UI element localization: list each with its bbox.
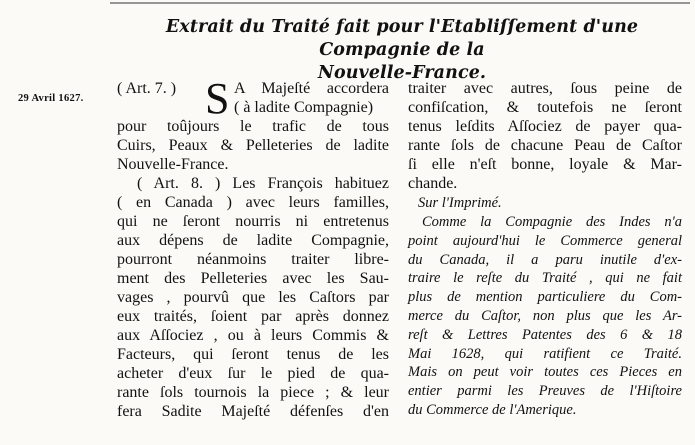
left-column <box>117 74 389 421</box>
left-line: ment des Pelleteries avec les Sau- <box>117 270 389 287</box>
article-8-line: ( Art. 8. ) Les François habituez <box>137 175 389 192</box>
left-line: aux Aſſociez , ou à leurs Commis & <box>117 327 389 344</box>
note-line: Mais on peut voir toutes ces Pieces en <box>408 364 682 381</box>
left-line: ( en Canada ) avec leurs familles, <box>117 194 389 211</box>
left-line: Cuirs, Peaux & Pelleteries de ladite <box>117 137 389 154</box>
note-line: du Canada, il a paru inutile d'ex- <box>408 251 682 268</box>
left-line: vages , pourvû que les Caſtors par <box>117 289 389 306</box>
note-line: point aujourd'hui le Commerce general <box>408 232 682 249</box>
left-line: aux dépens de ladite Compagnie, <box>117 232 389 249</box>
document-title <box>112 16 692 85</box>
note-line: reſt & Lettres Patentes des 6 & 18 <box>408 326 682 343</box>
right-column <box>408 79 682 420</box>
left-line: eux traités, ſoient par après donnez <box>117 308 389 325</box>
right-line: chande. <box>408 175 458 192</box>
title-line-1: Extrait du Traité fait pour l'Etabliſſement d'une Compagnie de la <box>165 17 639 60</box>
left-line: acheter d'eux ſur le pied de qua- <box>117 365 389 382</box>
left-line: pour toûjours le trafic de tous <box>117 118 389 135</box>
right-line: rante ſols de chacune Peau de Caſtor <box>408 137 682 154</box>
margin-date: 29 Avril 1627. <box>18 93 84 104</box>
left-line: Facteurs, qui ſeront tenus de les <box>117 346 389 363</box>
note-line: traire le reſte du Traité , qui ne fait <box>408 270 682 287</box>
note-line: merce du Caſtor, non plus que les Ar- <box>408 307 682 324</box>
left-line: ( à ladite Compagnie) <box>234 99 374 116</box>
right-line: ſi elle n'eſt bonne, loyale & Mar- <box>408 156 682 173</box>
right-line: tenus leſdits Aſſociez de payer qua- <box>408 118 682 135</box>
note-line: Comme la Compagnie des Indes n'a <box>422 214 682 230</box>
left-line: fera Sadite Majeſté défenſes d'en <box>117 403 389 420</box>
note-line: Mai 1628, qui ratifient ce Traité. <box>408 345 682 362</box>
title-line-2: Nouvelle-France. <box>317 63 487 83</box>
note-line: entier parmi les Preuves de l'Hiſtoire <box>408 383 682 400</box>
right-line: confiſcation, & toutefois ne ſeront <box>408 99 682 116</box>
left-line: qui ne ſeront nourris ni entretenus <box>117 213 389 230</box>
left-line: Nouvelle-France. <box>117 156 229 173</box>
drop-cap: S <box>205 74 230 123</box>
right-line: traiter avec autres, ſous peine de <box>408 80 682 97</box>
article-7-label: ( Art. 7. ) <box>117 80 177 97</box>
note-line: plus de mention particuliere du Com- <box>408 289 682 306</box>
article-7-opening <box>117 74 389 123</box>
left-line: A Majeſté accordera <box>234 80 389 97</box>
top-rule <box>110 2 690 4</box>
editor-note <box>408 213 682 420</box>
left-line: pourront néanmoins traiter libre- <box>117 251 389 268</box>
sur-imprime-note: Sur l'Imprimé. <box>418 195 502 211</box>
note-line: du Commerce de l'Amerique. <box>408 401 577 418</box>
left-line: rante ſols tournois la piece ; & leur <box>117 384 389 401</box>
